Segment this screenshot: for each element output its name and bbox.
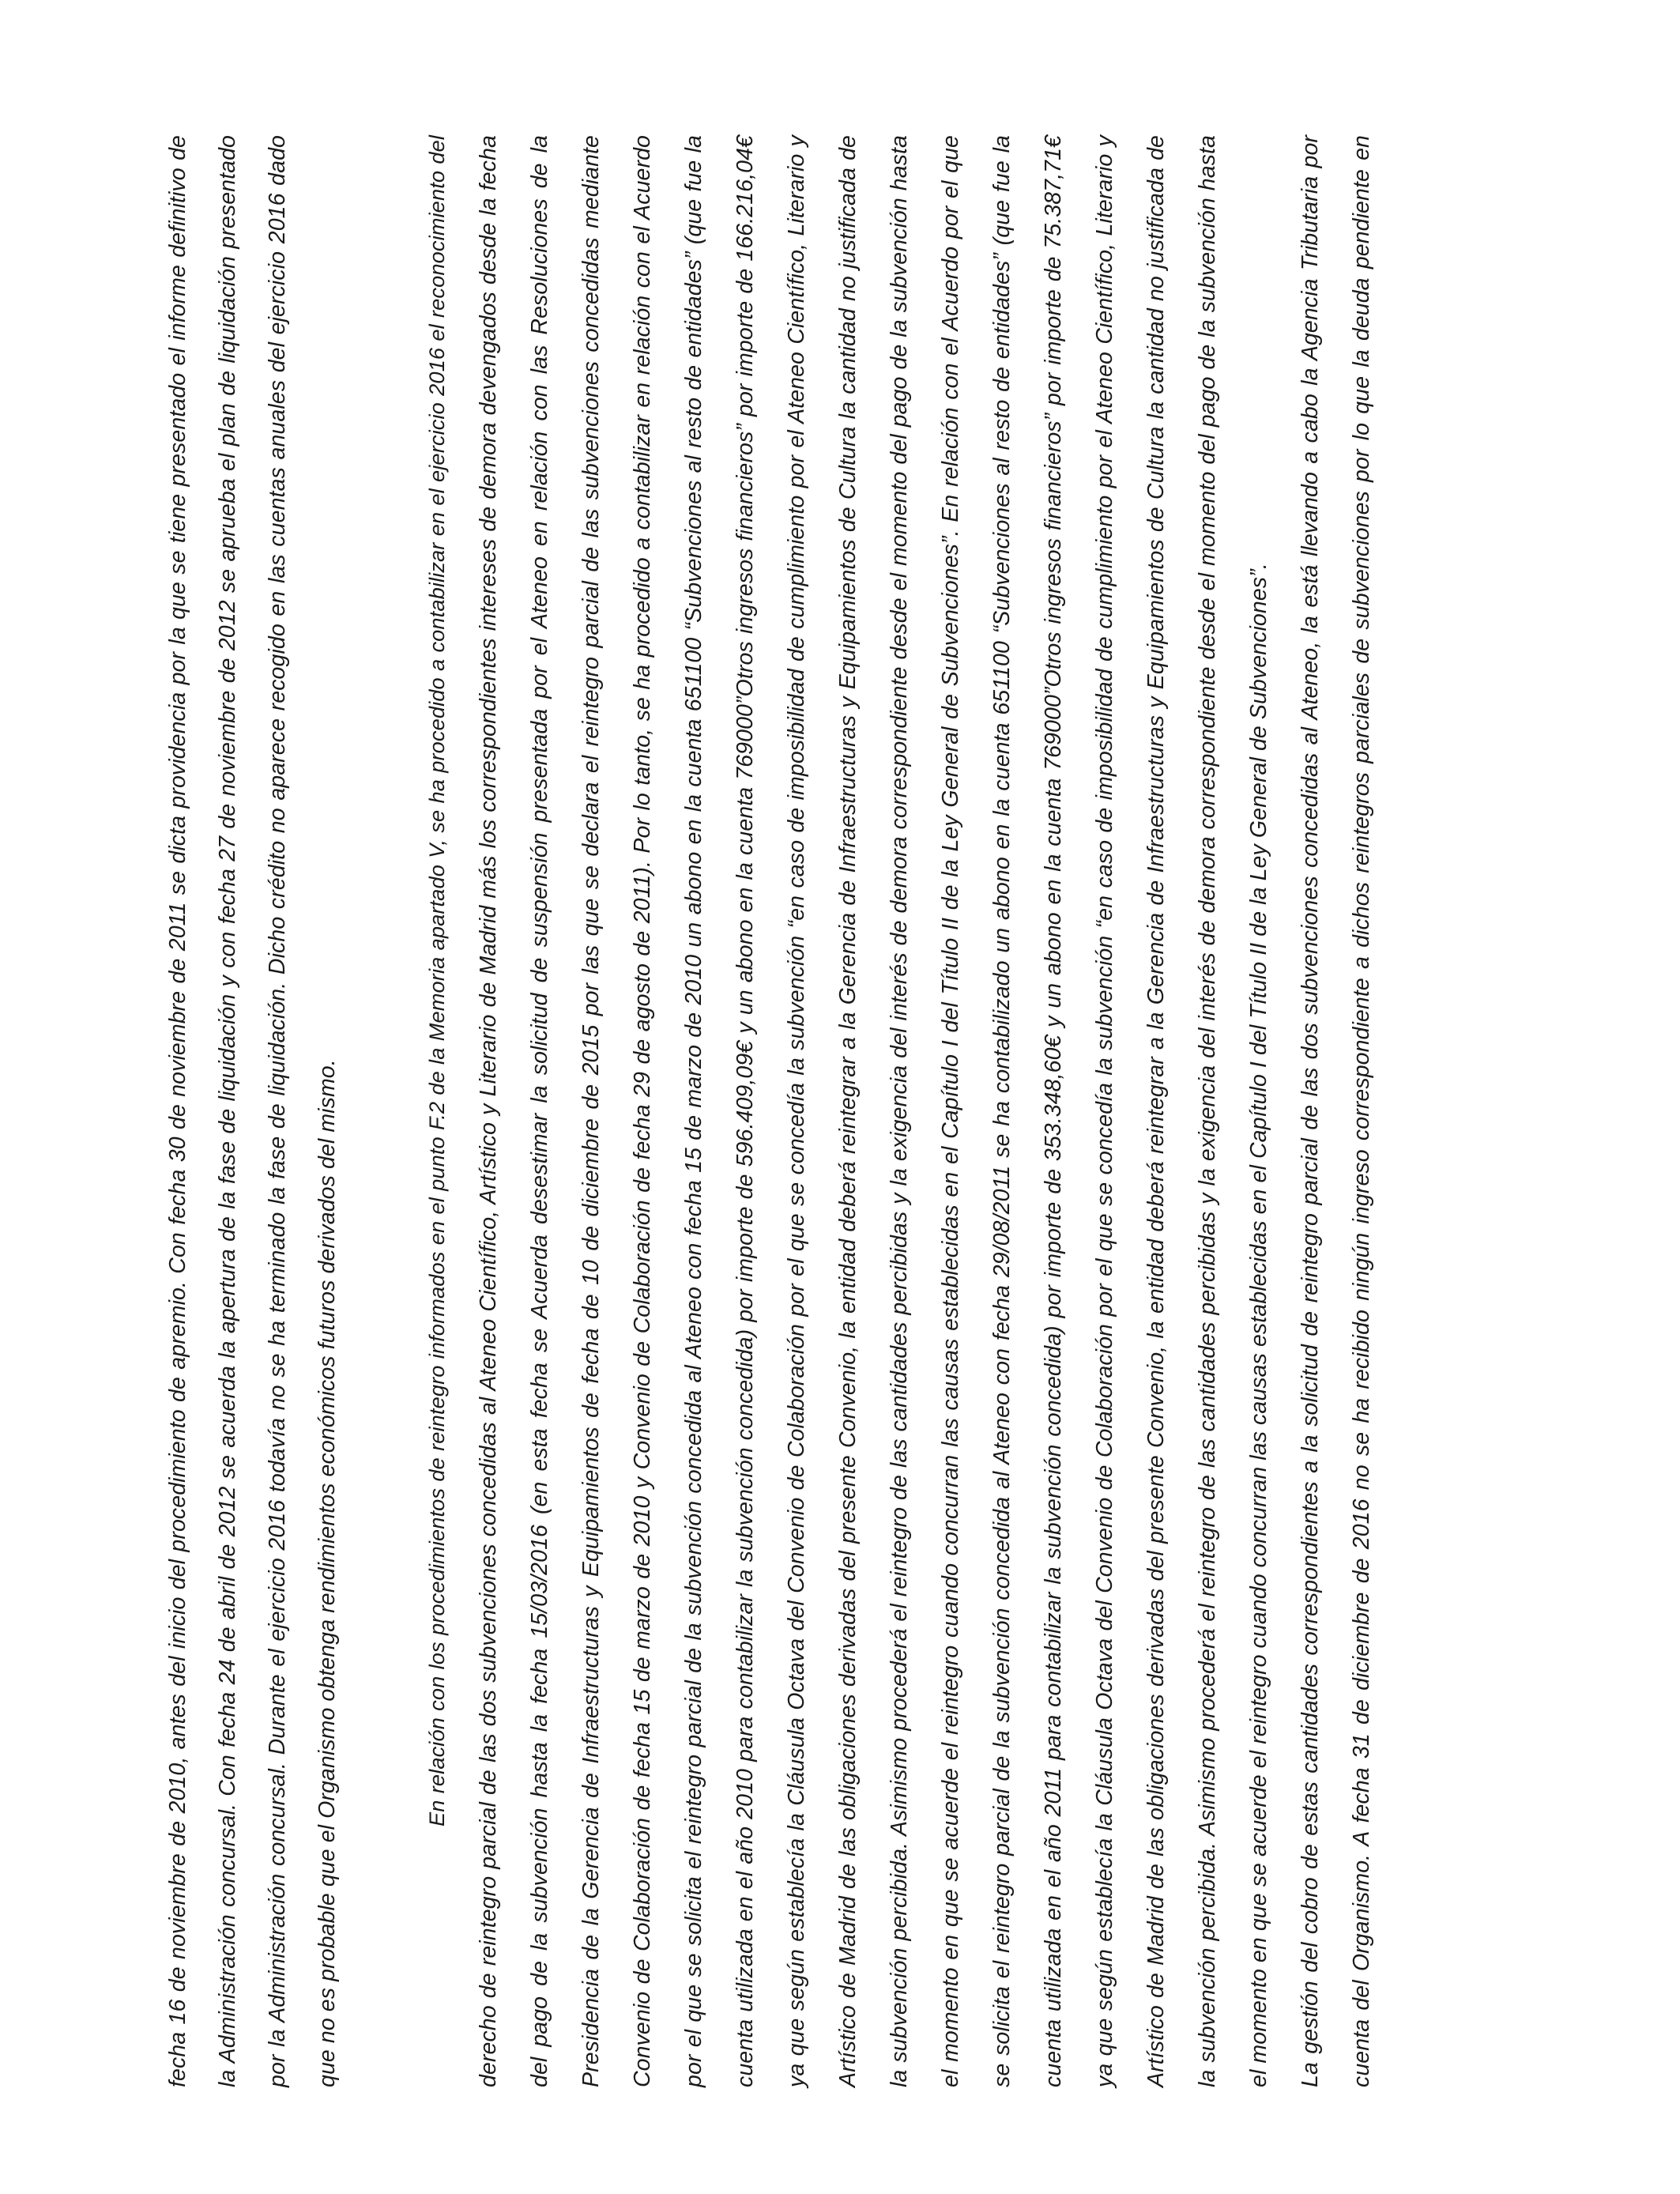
paragraph-2-line-10: la subvención percibida. Asimismo procederá el reintegro de las cantidades percibidas y la exigencia del interés de demora correspondiente desde el momento del pago de la subvención hasta	[887, 135, 912, 2087]
paragraph-2-line-11: el momento en que se acuerde el reintegro cuando concurran las causas establecidas en el Capítulo I del Título II de la Ley General de Subvenciones”. En relación con el Acuerdo por el que	[938, 135, 963, 2087]
paragraph-2-line-15: Artístico de Madrid de las obligaciones derivadas del presente Convenio, la entidad deberá reintegrar a la Gerencia de Infraestructuras y Equipamientos de Cultura la cantidad no justificada de	[1143, 135, 1169, 2087]
paragraph-2-line-3: del pago de la subvención hasta la fecha 15/03/2016 (en esta fecha se Acuerda desestimar la solicitud de suspensión presentada por el Ateneo en relación con las Resoluciones de la	[527, 135, 552, 2087]
paragraph-2-line-5: Convenio de Colaboración de fecha 15 de marzo de 2010 y Convenio de Colaboración de fecha 29 de agosto de 2011). Por lo tanto, se ha procedido a contabilizar en relación con el Acuerdo	[630, 135, 655, 2087]
paragraph-2-line-9: Artístico de Madrid de las obligaciones derivadas del presente Convenio, la entidad deberá reintegrar a la Gerencia de Infraestructuras y Equipamientos de Cultura la cantidad no justificada de	[835, 135, 861, 2087]
paragraph-2-line-6: por el que se solicita el reintegro parcial de la subvención concedida al Ateneo con fecha 15 de marzo de 2010 un abono en la cuenta 651100 “Subvenciones al resto de entidades” (que fue la	[681, 135, 706, 2087]
paragraph-2-line-8: ya que según establecía la Cláusula Octava del Convenio de Colaboración por el que se concedía la subvención “en caso de imposibilidad de cumplimiento por el Ateneo Científico, Literario y	[784, 135, 809, 2087]
paragraph-1-line-3: por la Administración concursal. Durante el ejercicio 2016 todavía no se ha terminado la fase de liquidación. Dicho crédito no aparece recogido en las cuentas anuales del ejercicio 2016 dado	[265, 135, 290, 2087]
paragraph-2-line-12: se solicita el reintegro parcial de la subvención concedida al Ateneo con fecha 29/08/2011 se ha contabilizado un abono en la cuenta 651100 “Subvenciones al resto de entidades” (que fue la	[989, 135, 1015, 2087]
paragraph-1-line-1: fecha 16 de noviembre de 2010, antes del inicio del procedimiento de apremio. Con fecha 30 de noviembre de 2011 se dicta providencia por la que se tiene presentado el informe definitivo de	[165, 135, 190, 2087]
paragraph-2-line-17: el momento en que se acuerde el reintegro cuando concurran las causas establecidas en el Capítulo I del Título II de la Ley General de Subvenciones”.	[1246, 563, 1271, 2087]
paragraph-2-line-2: derecho de reintegro parcial de las dos subvenciones concedidas al Ateneo Científico, Artístico y Literario de Madrid más los correspondientes intereses de demora devengados desde la fecha	[476, 135, 501, 2087]
paragraph-3-line-1: La gestión del cobro de estas cantidades correspondientes a la solicitud de reintegro parcial de las dos subvenciones concedidas al Ateneo, la está llevando a cabo la Agencia Tributaria por	[1298, 135, 1323, 2087]
paragraph-1-line-2: la Administración concursal. Con fecha 24 de abril de 2012 se acuerda la apertura de la fase de liquidación y con fecha 27 de noviembre de 2012 se aprueba el plan de liquidación presentado	[215, 135, 240, 2087]
paragraph-2-line-13: cuenta utilizada en el año 2011 para contabilizar la subvención concedida) por importe de 353.348,60€ y un abono en la cuenta 769000”Otros ingresos financieros” por importe de 75.387,71€	[1041, 135, 1066, 2087]
paragraph-2-line-4: Presidencia de la Gerencia de Infraestructuras y Equipamientos de fecha de 10 de diciembre de 2015 por las que se declara el reintegro parcial de las subvenciones concedidas mediante	[578, 135, 604, 2087]
paragraph-1-line-4: que no es probable que el Organismo obtenga rendimientos económicos futuros derivados del mismo.	[315, 1059, 340, 2087]
paragraph-2-line-16: la subvención percibida. Asimismo procederá el reintegro de las cantidades percibidas y la exigencia del interés de demora correspondiente desde el momento del pago de la subvención hasta	[1195, 135, 1220, 2087]
paragraph-2-line-1: En relación con los procedimientos de reintegro informados en el punto F.2 de la Memoria apartado V, se ha procedido a contabilizar en el ejercicio 2016 el reconocimiento del	[424, 135, 449, 1826]
paragraph-3-line-2: cuenta del Organismo. A fecha 31 de diciembre de 2016 no se ha recibido ningún ingreso correspondiente a dichos reintegros parciales de subvenciones por lo que la deuda pendiente en	[1349, 135, 1374, 2087]
paragraph-2-line-7: cuenta utilizada en el año 2010 para contabilizar la subvención concedida) por importe de 596.409,09€ y un abono en la cuenta 769000”Otros ingresos financieros” por importe de 166.216,04€	[733, 135, 758, 2087]
paragraph-2-line-14: ya que según establecía la Cláusula Octava del Convenio de Colaboración por el que se concedía la subvención “en caso de imposibilidad de cumplimiento por el Ateneo Científico, Literario y	[1092, 135, 1117, 2087]
